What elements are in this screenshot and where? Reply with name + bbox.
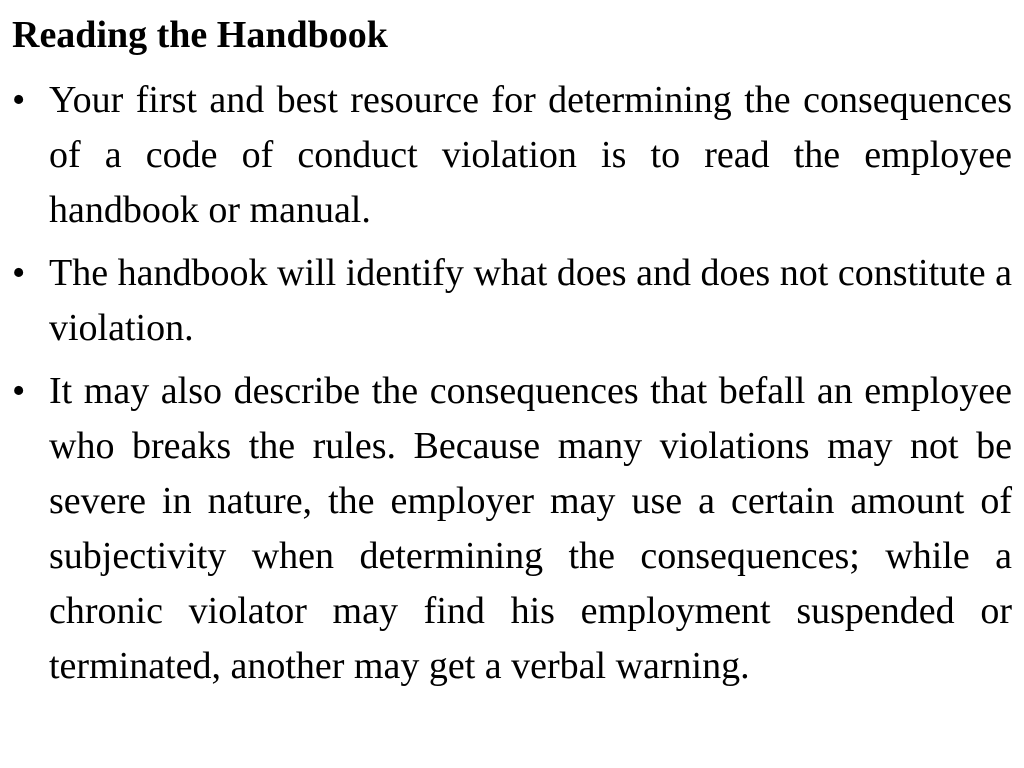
bullet-item bbox=[12, 246, 1012, 356]
bullet-text: Your first and best resource for determining the consequences of a code of conduct violation is to read the employee handbook or manual. bbox=[49, 79, 1012, 231]
slide-title: Reading the Handbook bbox=[12, 14, 388, 56]
bullet-dot-icon: • bbox=[12, 370, 26, 412]
bullet-text: The handbook will identify what does and does not constitute a violation. bbox=[49, 252, 1012, 349]
bullet-dot-icon: • bbox=[12, 79, 26, 121]
bullet-list bbox=[12, 73, 1012, 702]
bullet-text: It may also describe the consequences that befall an employee who breaks the rules. Because many violations may not be severe in nature, the employer may use a certain amount of subjectivity when determining the consequences; while a chronic violator may find his employment suspended or terminated, another may get a verbal warning. bbox=[49, 370, 1012, 687]
bullet-item bbox=[12, 364, 1012, 694]
bullet-dot-icon: • bbox=[12, 252, 26, 294]
bullet-item bbox=[12, 73, 1012, 238]
